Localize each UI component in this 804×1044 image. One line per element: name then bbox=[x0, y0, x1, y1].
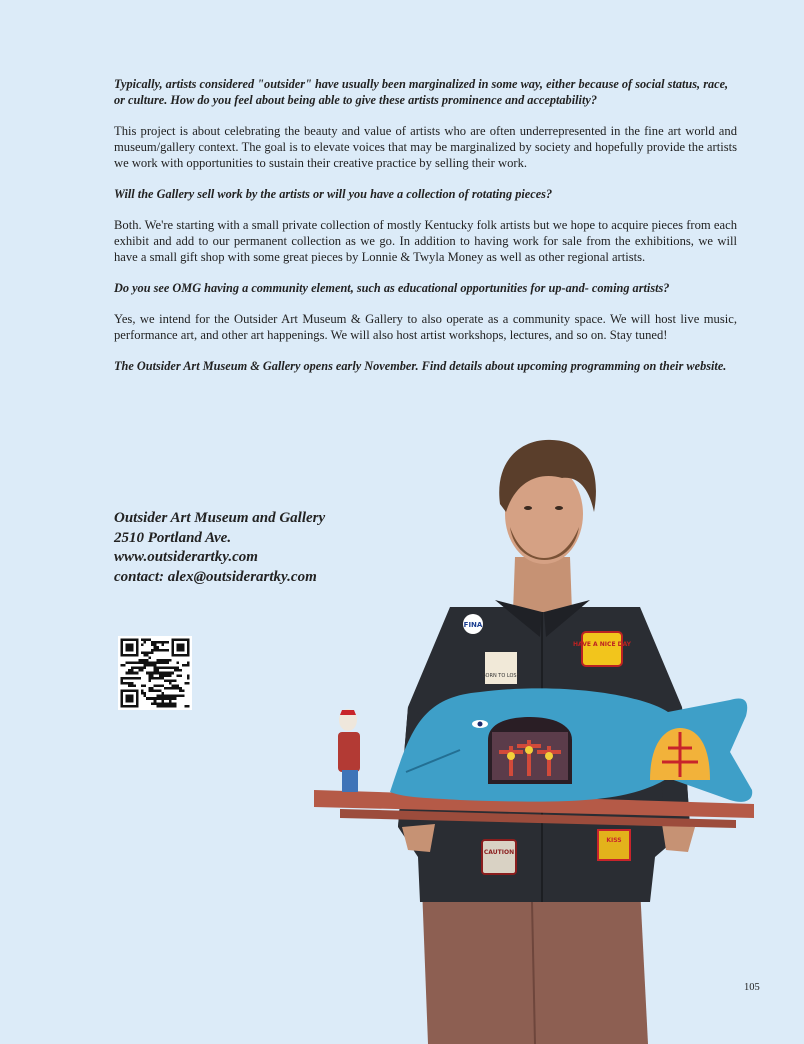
wooden-figure bbox=[338, 732, 360, 772]
gallery-name: Outsider Art Museum and Gallery bbox=[114, 510, 326, 526]
qr-code[interactable] bbox=[118, 636, 192, 710]
patch-born-to-lose: BORN TO LOSE bbox=[482, 673, 520, 679]
answer-2: Both. We're starting with a small private collection of mostly Kentucky folk artists but we hope to acquire pieces from each exhibit and add to our permanent collection as we go. In addition to having work for sale from the exhibitions, we will have a small gift shop with some great pieces by Lonnie & Twyla Money as well as other regional artists. bbox=[114, 218, 737, 264]
patch-fina: FINA bbox=[463, 621, 483, 629]
closing-note: The Outsider Art Museum & Gallery opens early November. Find details about upcoming programming on their website. bbox=[114, 359, 727, 373]
page-number: 105 bbox=[744, 982, 760, 993]
interview-column bbox=[114, 76, 737, 389]
question-1: Typically, artists considered "outsider" have usually been marginalized in some way, either because of social status, race, or culture. How do you feel about being able to give these artists prominence and acceptability? bbox=[114, 77, 729, 107]
gallery-email-link[interactable]: contact: alex@outsiderartky.com bbox=[114, 568, 317, 585]
gallery-address: 2510 Portland Ave. bbox=[114, 529, 232, 546]
patch-kiss: KISS bbox=[606, 837, 622, 844]
patch-caution: CAUTION bbox=[483, 849, 515, 856]
question-3: Do you see OMG having a community element, such as educational opportunities for up-and- coming artists? bbox=[114, 281, 670, 295]
question-2: Will the Gallery sell work by the artists or will you have a collection of rotating pieces? bbox=[114, 187, 553, 201]
gallery-website-link[interactable]: www.outsiderartky.com bbox=[114, 549, 258, 565]
patch-nice-day: HAVE A NICE DAY bbox=[572, 641, 632, 648]
answer-1: This project is about celebrating the beauty and value of artists who are often underrepresented in the fine art world and museum/gallery context. The goal is to elevate voices that may be marginalized by society and hopefully provide the artists we work with opportunities to sustain their creative practice by selling their work. bbox=[114, 124, 737, 170]
artist-photo bbox=[310, 432, 770, 1044]
answer-3: Yes, we intend for the Outsider Art Museum & Gallery to also operate as a community space. We will host live music, performance art, and other art happenings. We will also host artist workshops, lectures, and so on. Stay tuned! bbox=[114, 312, 737, 342]
